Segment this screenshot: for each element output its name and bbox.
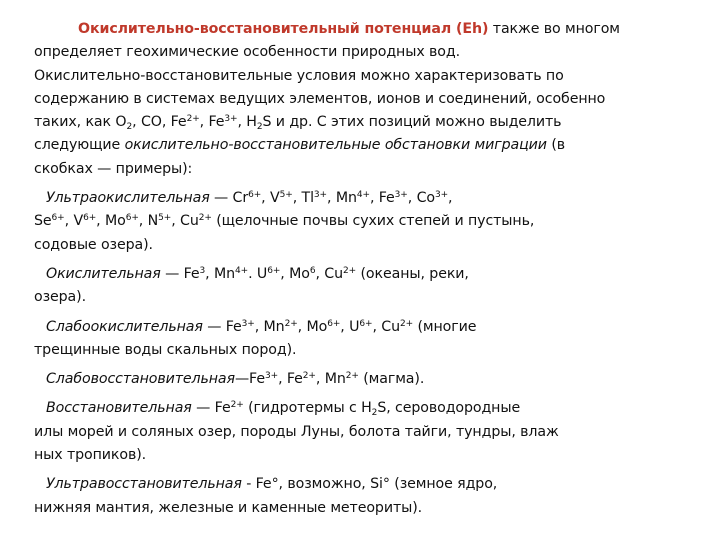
weakly-oxidizing-item [34, 316, 680, 363]
ultraoxidizing-line-1: Ультраокислительная — $Cr^{6+}$, $V^{5+}$, $Tl^{3+}$, $Mn^{4+}$, $Fe^{3+}$, $Co^{3+}$, [46, 190, 453, 207]
weakly-oxidizing-line-1: Слабоокислительная — $Fe^{3+}$, $Mn^{2+}$, $Mo^{6+}$, $U^{6+}$, $Cu^{2+}$ (многие [46, 318, 477, 335]
ultra-reducing-term: Ультравосстановительная [46, 476, 242, 493]
intro-paragraph [34, 18, 680, 181]
oxidizing-item [34, 263, 680, 310]
oxidizing-line-2: озера). [34, 289, 86, 306]
ultraoxidizing-term: Ультраокислительная [46, 190, 210, 207]
reducing-term: Восстановительная [46, 400, 192, 417]
ultra-reducing-line-2: нижняя мантия, железные и каменные метеориты). [34, 499, 423, 516]
weakly-reducing-term: Слабовосстановительная [46, 371, 235, 388]
weakly-oxidizing-line-2: трещинные воды скальных пород). [34, 341, 297, 358]
reducing-line-2: илы морей и соляных озер, породы Луны, болота тайги, тундры, влаж [34, 423, 559, 440]
ultraoxidizing-line-3: содовые озера). [34, 236, 153, 253]
weakly-reducing-line-1: $Слабовосстановительная—Fe^{3+}$, $Fe^{2+}$, $Mn^{2+}$ (магма). [46, 371, 425, 388]
weakly-oxidizing-term: Слабоокислительная [46, 318, 203, 335]
intro-line-3: Окислительно-восстановительные условия можно характеризовать по [34, 67, 564, 84]
oxidizing-line-1: Окислительная — Fe$^3$, $Mn^{4+}$. $U^{6+}$, Mo$^6$, $Cu^{2+}$ (океаны, реки, [46, 265, 469, 282]
intro-line-7: скобках — примеры): [34, 160, 193, 177]
intro-line-2: определяет геохимические особенности природных вод. [34, 44, 460, 61]
reducing-line-3: ных тропиков). [34, 447, 147, 464]
intro-line-6: следующие окислительно-восстановительные обстановки миграции (в [34, 137, 566, 154]
ultraoxidizing-item [34, 187, 680, 257]
reducing-line-1: Восстановительная — $Fe^{2+}$ (гидротермы с $H_2S$, сероводородные [46, 400, 521, 419]
oxidizing-term: Окислительная [46, 265, 161, 282]
ultra-reducing-line-1: Ультравосстановительная - Fe°, возможно, Si° (земное ядро, [46, 476, 498, 493]
intro-line-4: содержанию в системах ведущих элементов, ионов и соединений, особенно [34, 90, 606, 107]
intro-line-5: таких, как $O_2$, CO, $Fe^{2+}$, $Fe^{3+}$, $H_2S$ и др. С этих позиций можно выделить [34, 114, 562, 133]
ultraoxidizing-line-2: $Se^{6+}$, $V^{6+}$, $Mo^{6+}$, $N^{5+}$, $Cu^{2+}$ (щелочные почвы сухих степей и пустынь, [34, 213, 535, 230]
ultra-reducing-item [34, 473, 680, 520]
intro-line-1: Окислительно-восстановительный потенциал (Eh) также во многом [78, 21, 620, 37]
eh-term: Окислительно-восстановительный потенциал (Eh) [78, 21, 489, 37]
reducing-item [34, 397, 680, 467]
weakly-reducing-item [34, 368, 680, 391]
